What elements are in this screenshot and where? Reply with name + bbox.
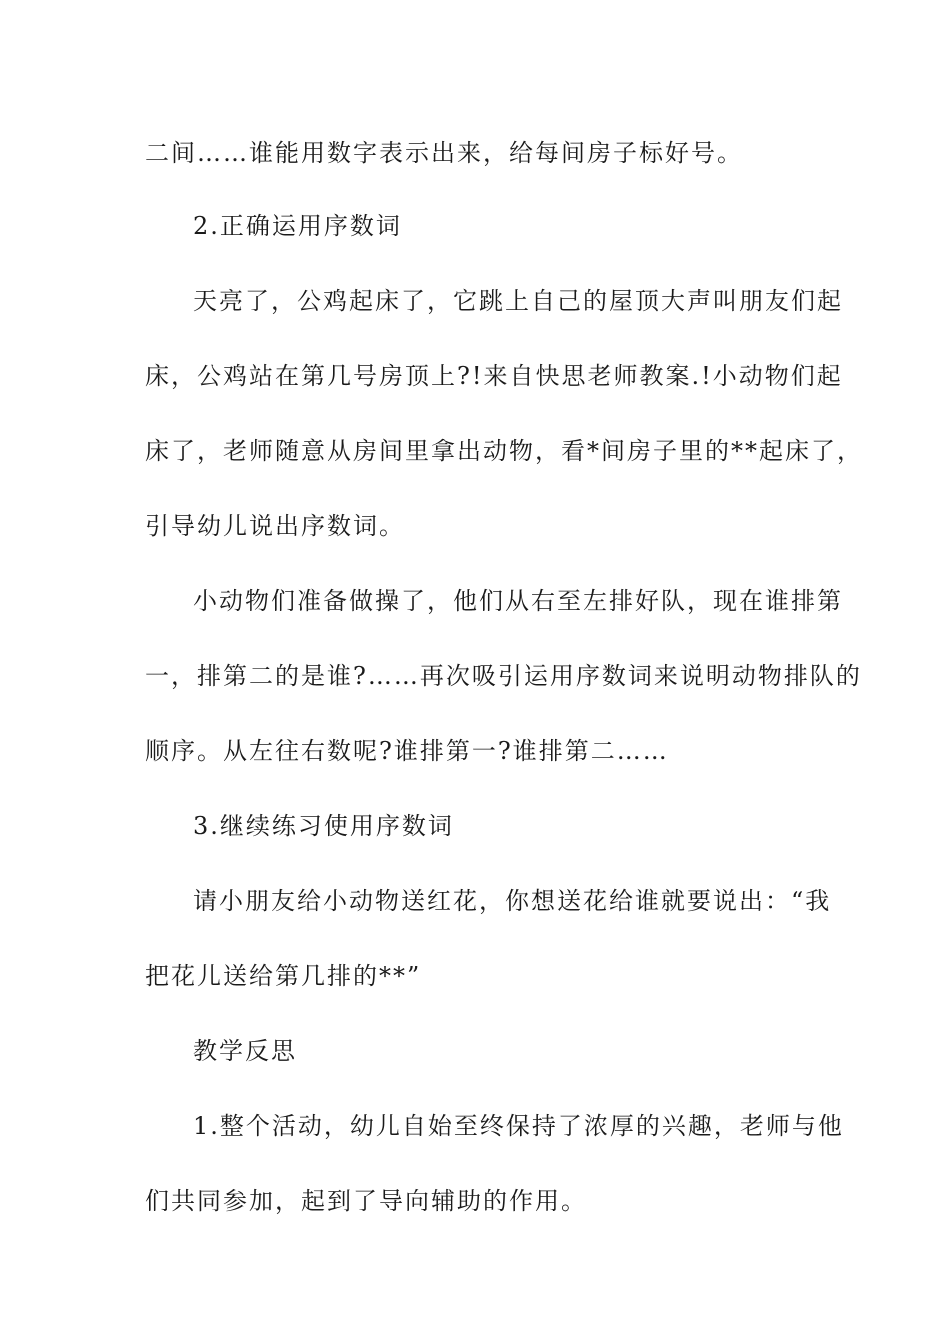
- paragraph-line: 们共同参加，起到了导向辅助的作用。: [145, 1187, 587, 1215]
- section-heading: 3.继续练习使用序数词: [193, 812, 454, 840]
- section-heading: 2.正确运用序数词: [193, 212, 402, 240]
- paragraph-line: 床，公鸡站在第几号房顶上?!来自快思老师教案.!小动物们起: [145, 362, 843, 390]
- paragraph-line: 引导幼儿说出序数词。: [145, 512, 405, 540]
- paragraph-line: 请小朋友给小动物送红花，你想送花给谁就要说出：“我: [193, 887, 832, 915]
- section-heading: 教学反思: [193, 1037, 297, 1065]
- paragraph-line: 天亮了，公鸡起床了，它跳上自己的屋顶大声叫朋友们起: [193, 287, 843, 315]
- paragraph-line: 顺序。从左往右数呢?谁排第一?谁排第二……: [145, 737, 669, 765]
- paragraph-line: 小动物们准备做操了，他们从右至左排好队，现在谁排第: [193, 587, 843, 615]
- body-text-line: 二间……谁能用数字表示出来，给每间房子标好号。: [145, 139, 743, 167]
- paragraph-line: 一，排第二的是谁?……再次吸引运用序数词来说明动物排队的: [145, 662, 862, 690]
- paragraph-line: 床了，老师随意从房间里拿出动物，看*间房子里的**起床了，: [145, 437, 863, 465]
- paragraph-line: 把花儿送给第几排的**”: [145, 962, 422, 990]
- paragraph-line: 1.整个活动，幼儿自始至终保持了浓厚的兴趣，老师与他: [193, 1112, 844, 1140]
